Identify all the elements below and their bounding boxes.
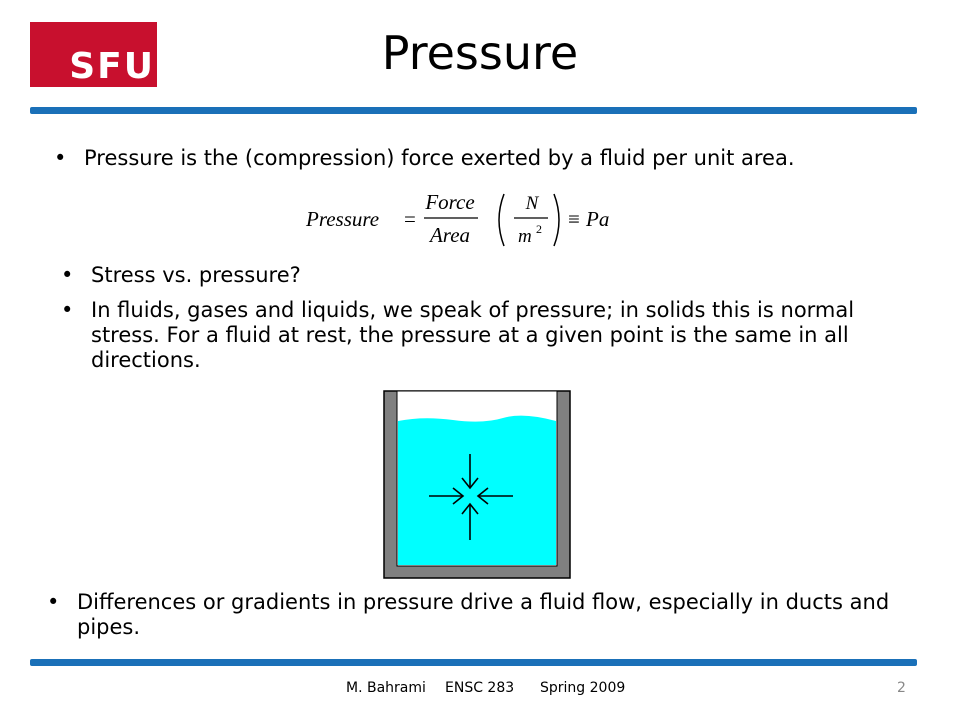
formula-equals: = xyxy=(404,207,416,231)
bullet-stress-question xyxy=(61,263,891,288)
footer-term: Spring 2009 xyxy=(540,680,626,696)
formula-denominator: Area xyxy=(429,223,471,247)
formula-unit-exponent: 2 xyxy=(536,222,542,236)
footer-author: M. Bahrami xyxy=(346,680,426,696)
bullet-gradients xyxy=(47,590,907,640)
bullet-dot: • xyxy=(54,146,67,170)
bullet-text: In fluids, gases and liquids, we speak of pressure; in solids this is normal stress. For a fluid at rest, the pressure at a given point is the same in all directions. xyxy=(91,298,855,372)
page-number: 2 xyxy=(897,680,906,696)
bullet-dot: • xyxy=(61,263,74,287)
formula-unit-numerator: N xyxy=(525,193,539,214)
pressure-formula xyxy=(300,188,620,252)
footer-divider xyxy=(30,659,917,666)
fluid-body xyxy=(398,416,556,565)
formula-lhs: Pressure xyxy=(306,207,380,231)
formula-result: Pa xyxy=(586,207,610,231)
bullet-text: Stress vs. pressure? xyxy=(91,263,301,287)
formula-unit-denominator: m xyxy=(518,226,532,247)
bullet-fluids-vs-solids xyxy=(61,298,881,373)
sfu-logo-text: SFU xyxy=(69,46,155,87)
footer-course: ENSC 283 xyxy=(445,680,515,696)
bullet-text: Pressure is the (compression) force exerted by a fluid per unit area. xyxy=(84,146,795,170)
bullet-dot: • xyxy=(47,590,60,614)
bullet-text: Differences or gradients in pressure drive a fluid flow, especially in ducts and pipes. xyxy=(77,590,890,639)
slide-title: Pressure xyxy=(381,26,579,80)
bullet-dot: • xyxy=(61,298,74,322)
fluid-container-figure xyxy=(383,390,571,580)
formula-numerator: Force xyxy=(425,190,475,214)
bullet-definition xyxy=(54,146,934,171)
formula-equiv: ≡ xyxy=(568,207,580,231)
header-divider xyxy=(30,107,917,114)
